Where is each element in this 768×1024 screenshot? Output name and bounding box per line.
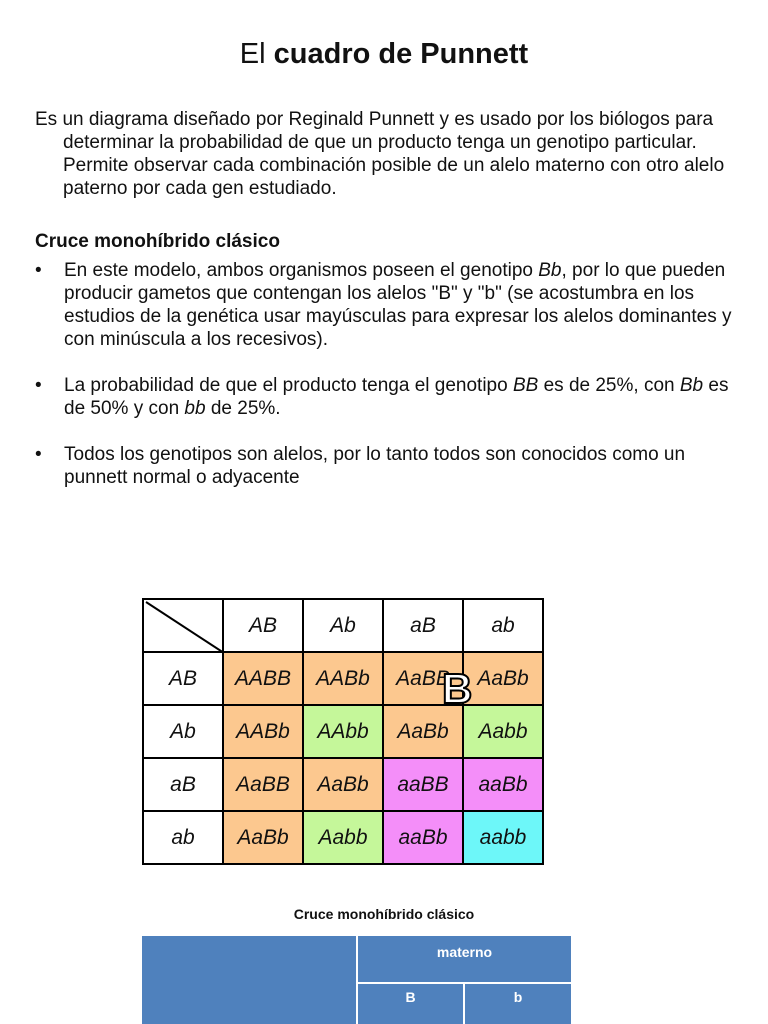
punnett-corner bbox=[143, 599, 223, 652]
punnett-col-header: Ab bbox=[303, 599, 383, 652]
bullet-text-part: es de 25%, con bbox=[538, 375, 680, 396]
bottom-table-header-materno: materno bbox=[358, 936, 571, 982]
punnett-cell: Aabb bbox=[303, 811, 383, 864]
bullet-item bbox=[35, 374, 747, 420]
punnett-cell: aaBb bbox=[463, 758, 543, 811]
punnett-row-header: AB bbox=[143, 652, 223, 705]
section-subheading: Cruce monohíbrido clásico bbox=[35, 231, 280, 252]
bullet-list bbox=[35, 259, 747, 512]
punnett-cell: Aabb bbox=[463, 705, 543, 758]
punnett-row-header: Ab bbox=[143, 705, 223, 758]
punnett-cell: aaBB bbox=[383, 758, 463, 811]
bullet-item bbox=[35, 443, 747, 489]
bullet-marker: • bbox=[35, 375, 42, 396]
punnett-cell: AABB bbox=[223, 652, 303, 705]
bullet-text-italic: Bb bbox=[538, 260, 562, 281]
bullet-marker: • bbox=[35, 444, 42, 465]
punnett-square bbox=[142, 598, 544, 865]
diagonal-line-icon bbox=[144, 600, 224, 653]
punnett-cell: AaBb bbox=[463, 652, 543, 705]
punnett-row-header: aB bbox=[143, 758, 223, 811]
punnett-col-header: ab bbox=[463, 599, 543, 652]
punnett-row-header: ab bbox=[143, 811, 223, 864]
title-prefix: El bbox=[239, 38, 266, 70]
page-title bbox=[0, 38, 768, 71]
bullet-text: Todos los genotipos son alelos, por lo tanto todos son conocidos como un punnett normal o adyacente bbox=[64, 444, 686, 488]
punnett-col-header: aB bbox=[383, 599, 463, 652]
punnett-cell: aaBb bbox=[383, 811, 463, 864]
bottom-table-col-b: b bbox=[465, 984, 571, 1024]
punnett-header-row bbox=[143, 599, 543, 652]
punnett-cell: aabb bbox=[463, 811, 543, 864]
bullet-text-italic: bb bbox=[184, 398, 206, 419]
bullet-marker: • bbox=[35, 260, 42, 281]
table-caption: Cruce monohíbrido clásico bbox=[293, 906, 475, 922]
bullet-text-part: La probabilidad de que el producto tenga el genotipo bbox=[64, 375, 513, 396]
punnett-row bbox=[143, 652, 543, 705]
intro-paragraph: Es un diagrama diseñado por Reginald Punnett y es usado por los biólogos para determinar la probabilidad de que un producto tenga un genotipo particular. Permite observar cada combinación posible de un alelo materno con otro alelo paterno por cada gen estudiado. bbox=[35, 109, 725, 199]
punnett-cell: AABb bbox=[303, 652, 383, 705]
punnett-cell: AaBB bbox=[383, 652, 463, 705]
bullet-text-italic: Bb bbox=[679, 375, 704, 396]
punnett-cell: AABb bbox=[223, 705, 303, 758]
punnett-row bbox=[143, 811, 543, 864]
bottom-table-corner bbox=[142, 936, 356, 1024]
bullet-text-part: de 25%. bbox=[205, 398, 281, 419]
bottom-table-col-B: B bbox=[358, 984, 463, 1024]
punnett-row bbox=[143, 758, 543, 811]
punnett-cell: AaBb bbox=[223, 811, 303, 864]
punnett-cell: AaBb bbox=[383, 705, 463, 758]
bullet-text-part: En este modelo, ambos organismos poseen el genotipo bbox=[64, 260, 539, 281]
bullet-text-part: , por lo que pueden producir gametos que contengan los alelos "B" y "b" (se acostumbra en los estudios de la genética usar mayúsculas para expresar los alelos dominantes y con minúscula a los recesivos). bbox=[64, 260, 732, 350]
punnett-cell: AAbb bbox=[303, 705, 383, 758]
bullet-text-italic: BB bbox=[512, 375, 539, 396]
overlay-letter: B bbox=[442, 665, 473, 712]
punnett-row bbox=[143, 705, 543, 758]
bullet-item bbox=[35, 259, 747, 351]
bullet-text-part: es de 50% y con bbox=[64, 375, 729, 419]
punnett-col-header: AB bbox=[223, 599, 303, 652]
punnett-cell: AaBB bbox=[223, 758, 303, 811]
title-bold: cuadro de Punnett bbox=[273, 38, 529, 70]
punnett-cell: AaBb bbox=[303, 758, 383, 811]
